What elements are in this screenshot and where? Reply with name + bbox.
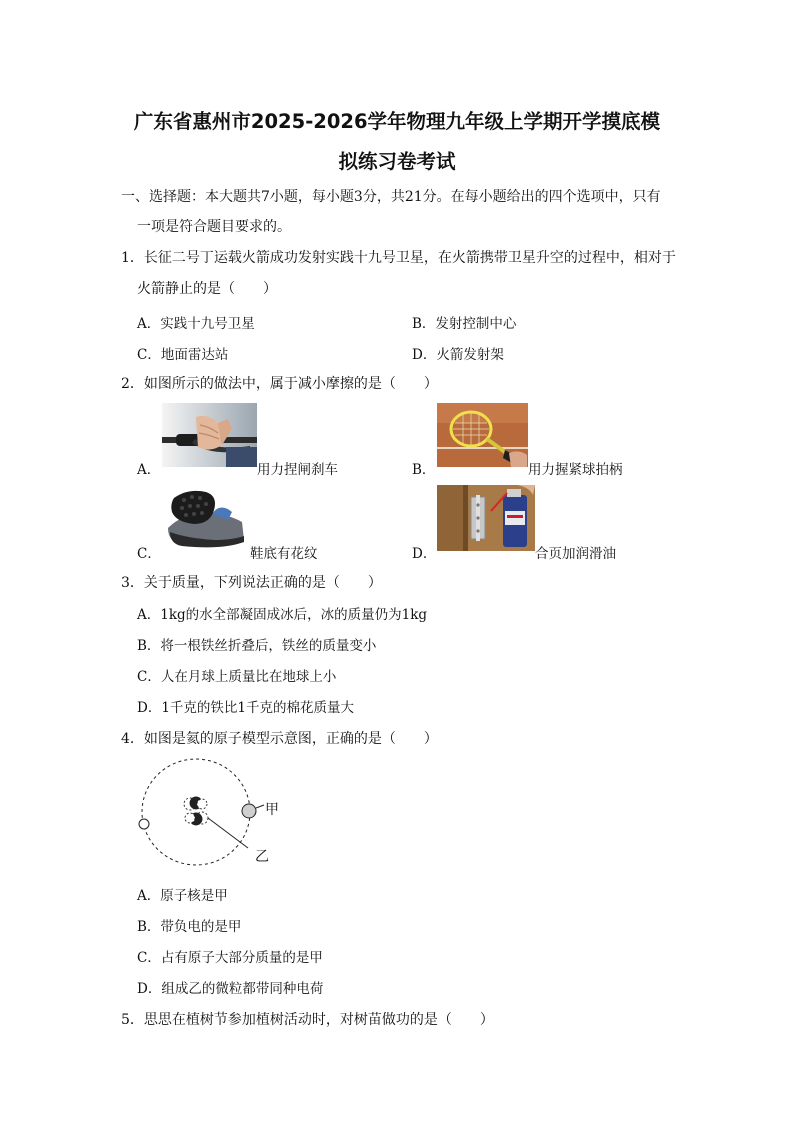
- tennis-racket-icon: [437, 403, 528, 467]
- question-3-option-b[interactable]: B．将一根铁丝折叠后，铁丝的质量变小: [137, 638, 377, 654]
- question-4-option-c[interactable]: C．占有原子大部分质量的是甲: [137, 950, 323, 966]
- question-1-option-c[interactable]: C．地面雷达站: [137, 347, 229, 363]
- question-2-option-c-letter[interactable]: C．: [137, 546, 161, 562]
- label-yi: 乙: [255, 849, 269, 865]
- question-2-option-d-letter[interactable]: D．: [412, 546, 437, 562]
- question-3-stem: 3．关于质量，下列说法正确的是（ ）: [121, 575, 382, 591]
- question-4-option-b[interactable]: B．带负电的是甲: [137, 919, 242, 935]
- question-5-stem: 5．思思在植树节参加植树活动时，对树苗做功的是（ ）: [121, 1012, 494, 1028]
- shoe-sole-icon: [162, 484, 248, 552]
- question-2-option-b-letter[interactable]: B．: [412, 462, 436, 478]
- question-2-option-b-caption: 用力握紧球拍柄: [528, 462, 623, 478]
- exam-title-line1: 广东省惠州市2025-2026学年物理九年级上学期开学摸底模: [133, 110, 661, 133]
- hinge-lubricant-spray-icon: [437, 485, 535, 551]
- bicycle-brake-hand-icon: [162, 403, 257, 467]
- question-2-option-a-letter[interactable]: A．: [137, 462, 161, 478]
- question-4-option-d[interactable]: D．组成乙的微粒都带同种电荷: [137, 981, 324, 997]
- question-3-option-a[interactable]: A．1kg的水全部凝固成冰后，冰的质量仍为1kg: [137, 607, 428, 623]
- question-1-option-b[interactable]: B．发射控制中心: [412, 316, 517, 332]
- exam-title-line2: 拟练习卷考试: [338, 150, 456, 173]
- question-1-stem-line2: 火箭静止的是（ ）: [137, 281, 277, 297]
- question-2-option-d-caption: 合页加润滑油: [535, 546, 616, 562]
- question-1-stem-line1: 1．长征二号丁运载火箭成功发射实践十九号卫星，在火箭携带卫星升空的过程中，相对于: [121, 250, 676, 266]
- question-1-option-a[interactable]: A．实践十九号卫星: [137, 316, 255, 332]
- question-3-option-c[interactable]: C．人在月球上质量比在地球上小: [137, 669, 337, 685]
- question-4-option-a[interactable]: A．原子核是甲: [137, 888, 228, 904]
- question-4-stem: 4．如图是氦的原子模型示意图，正确的是（ ）: [121, 731, 438, 747]
- section-instructions-line1: 一、选择题：本大题共7小题，每小题3分，共21分。在每小题给出的四个选项中，只有: [121, 189, 661, 205]
- label-jia: 甲: [265, 802, 279, 818]
- question-1-option-d[interactable]: D．火箭发射架: [412, 347, 504, 363]
- question-3-option-d[interactable]: D．1千克的铁比1千克的棉花质量大: [137, 700, 355, 716]
- section-instructions-line2: 一项是符合题目要求的。: [137, 219, 291, 235]
- question-2-option-c-caption: 鞋底有花纹: [250, 546, 318, 562]
- question-2-stem: 2．如图所示的做法中，属于减小摩擦的是（ ）: [121, 376, 438, 392]
- question-2-option-a-caption: 用力捏闸刹车: [257, 462, 338, 478]
